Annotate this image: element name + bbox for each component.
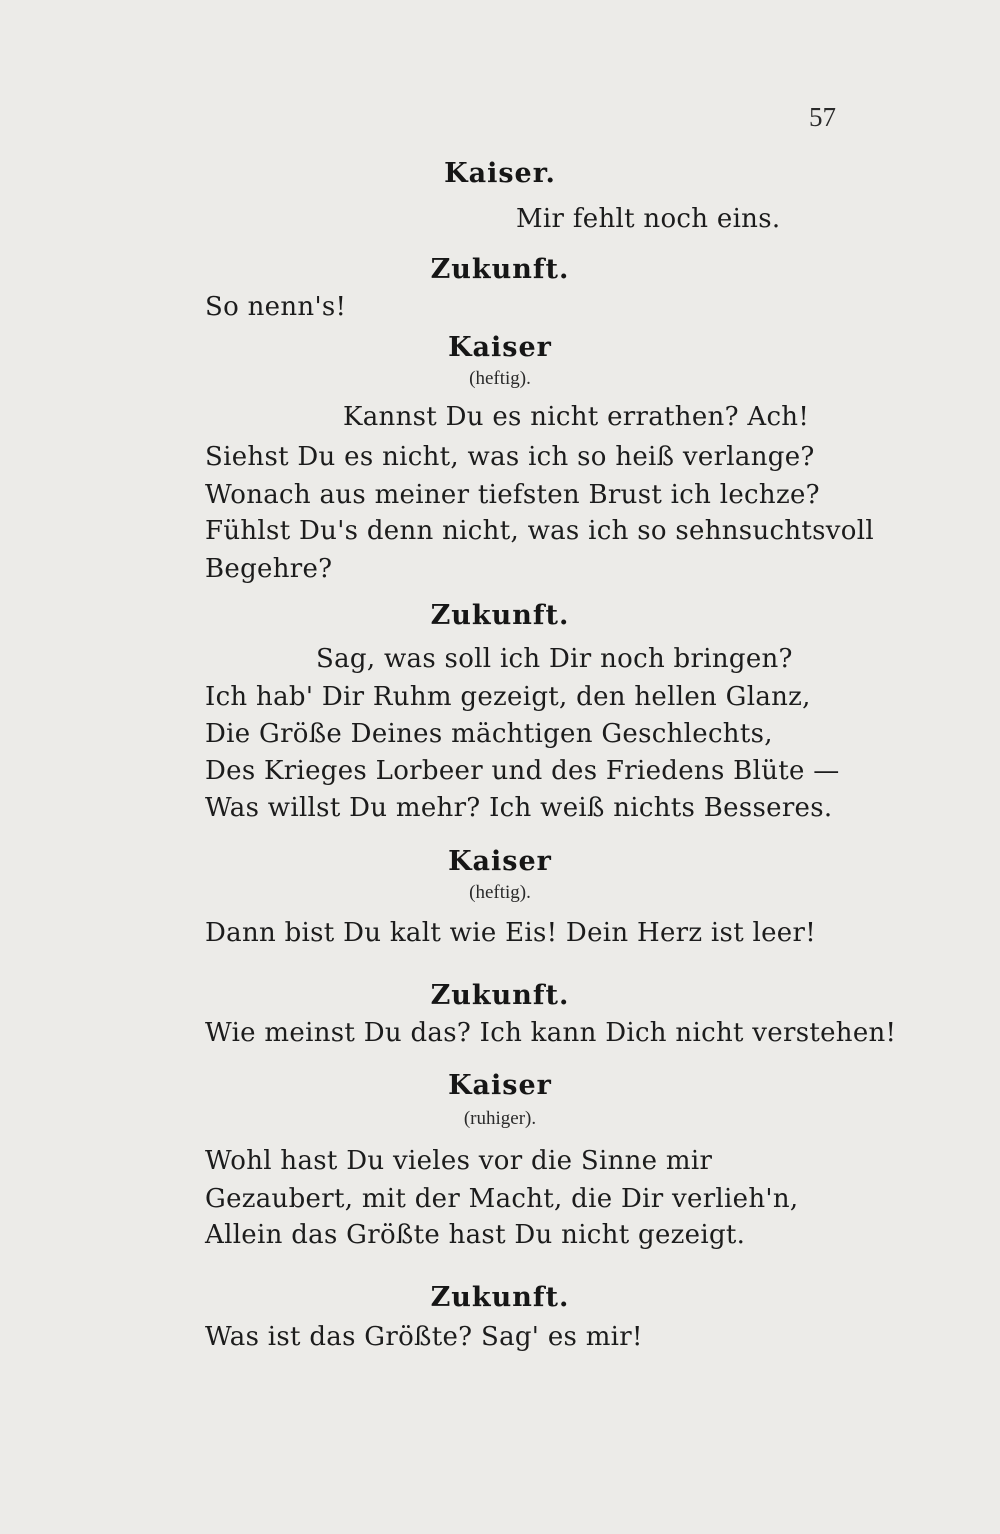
speaker-name: Kaiser [448,1070,552,1101]
verse-line: Dann bist Du kalt wie Eis! Dein Herz ist leer! [205,918,816,948]
verse-line: Was ist das Größte? Sag' es mir! [205,1322,643,1352]
speaker-name: Zukunft. [430,254,570,285]
verse-line: Allein das Größte hast Du nicht gezeigt. [205,1220,746,1250]
page-number: 57 [809,102,836,132]
verse-line: Kannst Du es nicht errathen? Ach! [343,402,810,432]
verse-line: Gezaubert, mit der Macht, die Dir verlieh'n, [205,1184,799,1214]
verse-line: Wonach aus meiner tiefsten Brust ich lechze? [205,480,820,510]
verse-line: Wie meinst Du das? Ich kann Dich nicht verstehen! [205,1018,897,1048]
verse-line: Mir fehlt noch eins. [516,204,781,234]
verse-line: Begehre? [205,554,333,584]
speaker-name: Kaiser [448,846,552,877]
verse-line: Siehst Du es nicht, was ich so heiß verlange? [205,442,815,472]
stage-direction: (heftig). [469,882,531,903]
verse-line: Was willst Du mehr? Ich weiß nichts Besseres. [205,793,833,823]
stage-direction: (heftig). [469,368,531,389]
verse-line: Fühlst Du's denn nicht, was ich so sehnsuchtsvoll [205,516,874,546]
verse-line: Die Größe Deines mächtigen Geschlechts, [205,719,773,749]
verse-line: Wohl hast Du vieles vor die Sinne mir [205,1146,713,1176]
speaker-name: Zukunft. [430,1282,570,1313]
verse-line: Sag, was soll ich Dir noch bringen? [316,644,793,674]
speaker-name: Kaiser [448,332,552,363]
speaker-name: Kaiser. [444,158,556,189]
speaker-name: Zukunft. [430,980,570,1011]
verse-line: Des Krieges Lorbeer und des Friedens Blüte — [205,756,840,786]
stage-direction: (ruhiger). [463,1108,537,1129]
verse-line: So nenn's! [205,292,347,322]
verse-line: Ich hab' Dir Ruhm gezeigt, den hellen Glanz, [205,682,811,712]
speaker-name: Zukunft. [430,600,570,631]
